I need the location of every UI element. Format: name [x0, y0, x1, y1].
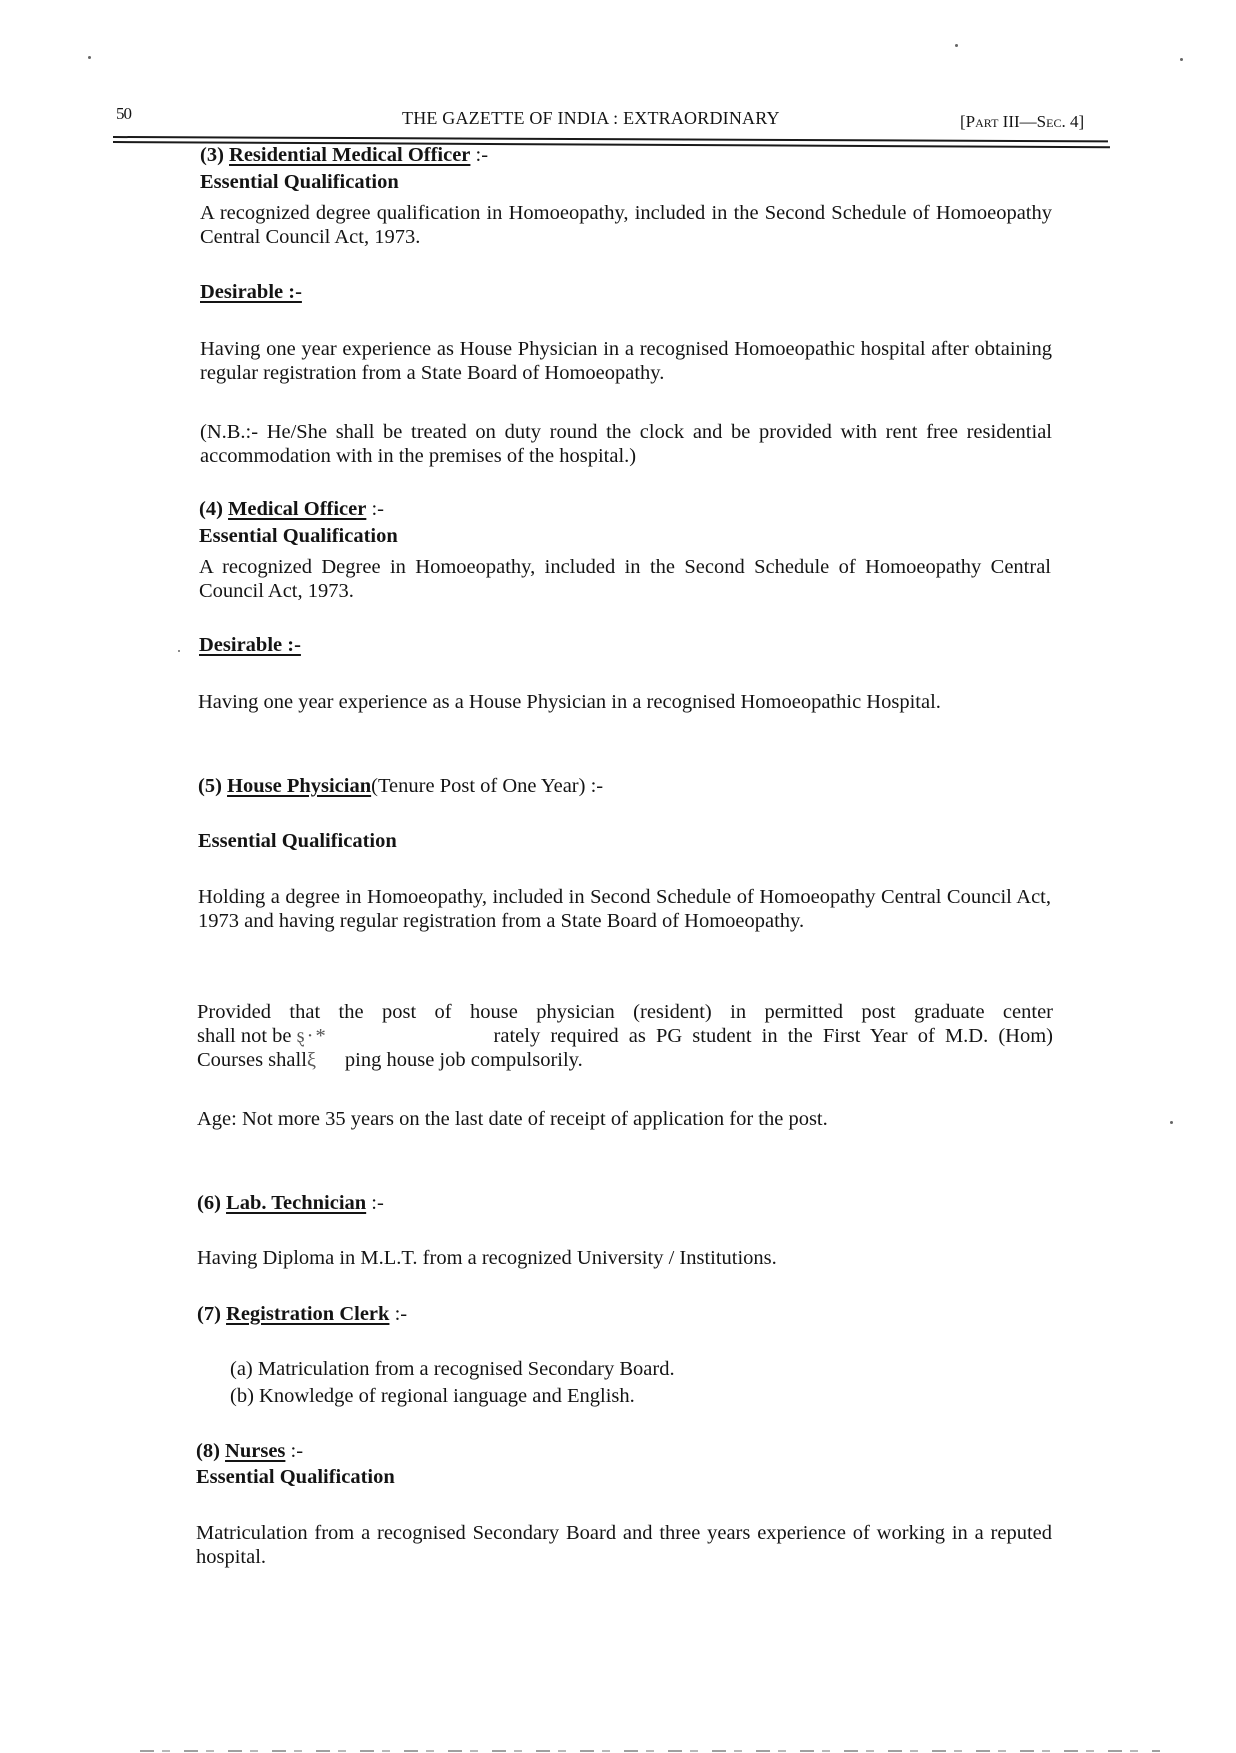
essential-qualification-text: Holding a degree in Homoeopathy, included in Second Schedule of Homoeopathy Central Council Act, 1973 and having regular registration from a State Board of Homoeopathy. — [198, 886, 1051, 932]
heading-tail: :- — [366, 498, 384, 520]
section-number: (4) — [199, 498, 229, 520]
sec-smallcaps: EC — [1046, 116, 1062, 130]
heading-tail: :- — [285, 1440, 304, 1462]
section-heading-nurses — [196, 1439, 303, 1463]
section-number: (6) — [197, 1192, 227, 1214]
post-title: House Physician — [227, 775, 372, 797]
part-section-label — [960, 112, 1084, 132]
scan-speck — [88, 56, 91, 59]
section-number: (3) — [200, 144, 230, 166]
proviso-line-3 — [197, 1048, 1053, 1072]
part-suffix: . 4] — [1061, 112, 1085, 131]
list-item: (b) Knowledge of regional ianguage and English. — [230, 1385, 635, 1407]
proviso-line-2 — [197, 1024, 1053, 1048]
desirable-label: Desirable :- — [200, 281, 302, 303]
post-title: Lab. Technician — [226, 1192, 367, 1214]
desirable-text: Having one year experience as a House Physician in a recognised Homoeopathic Hospital. — [198, 691, 941, 713]
scan-speck — [178, 650, 180, 652]
section-heading-registration-clerk — [197, 1302, 407, 1326]
proviso-line-2b: rately required as PG student in the First Year of M.D. (Hom) — [493, 1025, 1053, 1047]
proviso-line-3b: ping house job compulsorily. — [344, 1049, 583, 1071]
heading-tail: :- — [389, 1303, 408, 1325]
essential-qualification-label: Essential Qualification — [198, 830, 397, 852]
post-title: Nurses — [225, 1440, 286, 1462]
age-requirement-text: Age: Not more 35 years on the last date of receipt of application for the post. — [197, 1108, 828, 1130]
list-item: (a) Matriculation from a recognised Secondary Board. — [230, 1358, 675, 1380]
desirable-label: Desirable :- — [199, 634, 301, 656]
essential-qualification-label: Essential Qualification — [200, 171, 399, 193]
scan-bottom-edge — [140, 1750, 1160, 1752]
nb-note-text: (N.B.:- He/She shall be treated on duty round the clock and be provided with rent free residential accommodation with in the premises of the hospital.) — [200, 421, 1052, 467]
gazette-title: THE GAZETTE OF INDIA : EXTRAORDINARY — [402, 108, 780, 128]
essential-qualification-label: Essential Qualification — [199, 525, 398, 547]
smudge-mark: ȿ·* — [296, 1025, 328, 1047]
heading-tail: :- — [470, 144, 489, 166]
section-heading-residential-medical-officer — [200, 143, 488, 167]
proviso-line-2-start — [197, 1024, 328, 1048]
essential-qualification-label: Essential Qualification — [196, 1466, 395, 1488]
section-heading-medical-officer — [199, 497, 384, 521]
lab-technician-qualification-text: Having Diploma in M.L.T. from a recognized University / Institutions. — [197, 1247, 777, 1269]
scan-speck — [1180, 58, 1183, 61]
section-heading-house-physician — [198, 774, 603, 798]
heading-tail: (Tenure Post of One Year) :- — [371, 775, 604, 797]
proviso-line-3a: Courses shall — [197, 1049, 307, 1071]
essential-qualification-text: A recognized degree qualification in Homoeopathy, included in the Second Schedule of Homoeopathy Central Council Act, 1973. — [200, 202, 1052, 248]
section-number: (7) — [197, 1303, 227, 1325]
essential-qualification-text: A recognized Degree in Homoeopathy, included in the Second Schedule of Homoeopathy Central Council Act, 1973. — [199, 556, 1051, 602]
post-title: Registration Clerk — [226, 1303, 390, 1325]
heading-tail: :- — [366, 1192, 384, 1214]
page-number: 50 — [116, 104, 131, 123]
part-smallcaps: ART — [975, 116, 999, 130]
scan-speck — [955, 44, 958, 47]
section-number: (8) — [196, 1440, 226, 1462]
desirable-text: Having one year experience as House Physician in a recognised Homoeopathic hospital after obtaining regular registration from a State Board of Homoeopathy. — [200, 338, 1052, 384]
section-number: (5) — [198, 775, 228, 797]
essential-qualification-text: Matriculation from a recognised Secondary Board and three years experience of working in a reputed hospital. — [196, 1522, 1052, 1568]
proviso-line-2a: shall not be — [197, 1025, 297, 1047]
part-prefix: [P — [960, 112, 976, 131]
proviso-paragraph — [197, 1000, 1053, 1072]
post-title: Medical Officer — [228, 498, 367, 520]
proviso-line-1: Provided that the post of house physician (resident) in permitted post graduate center — [197, 1001, 1053, 1023]
section-heading-lab-technician — [197, 1191, 384, 1215]
smudge-mark: ξ — [306, 1049, 319, 1071]
post-title: Residential Medical Officer — [229, 144, 471, 166]
scan-speck — [1170, 1121, 1173, 1124]
part-mid: III—S — [998, 112, 1047, 131]
